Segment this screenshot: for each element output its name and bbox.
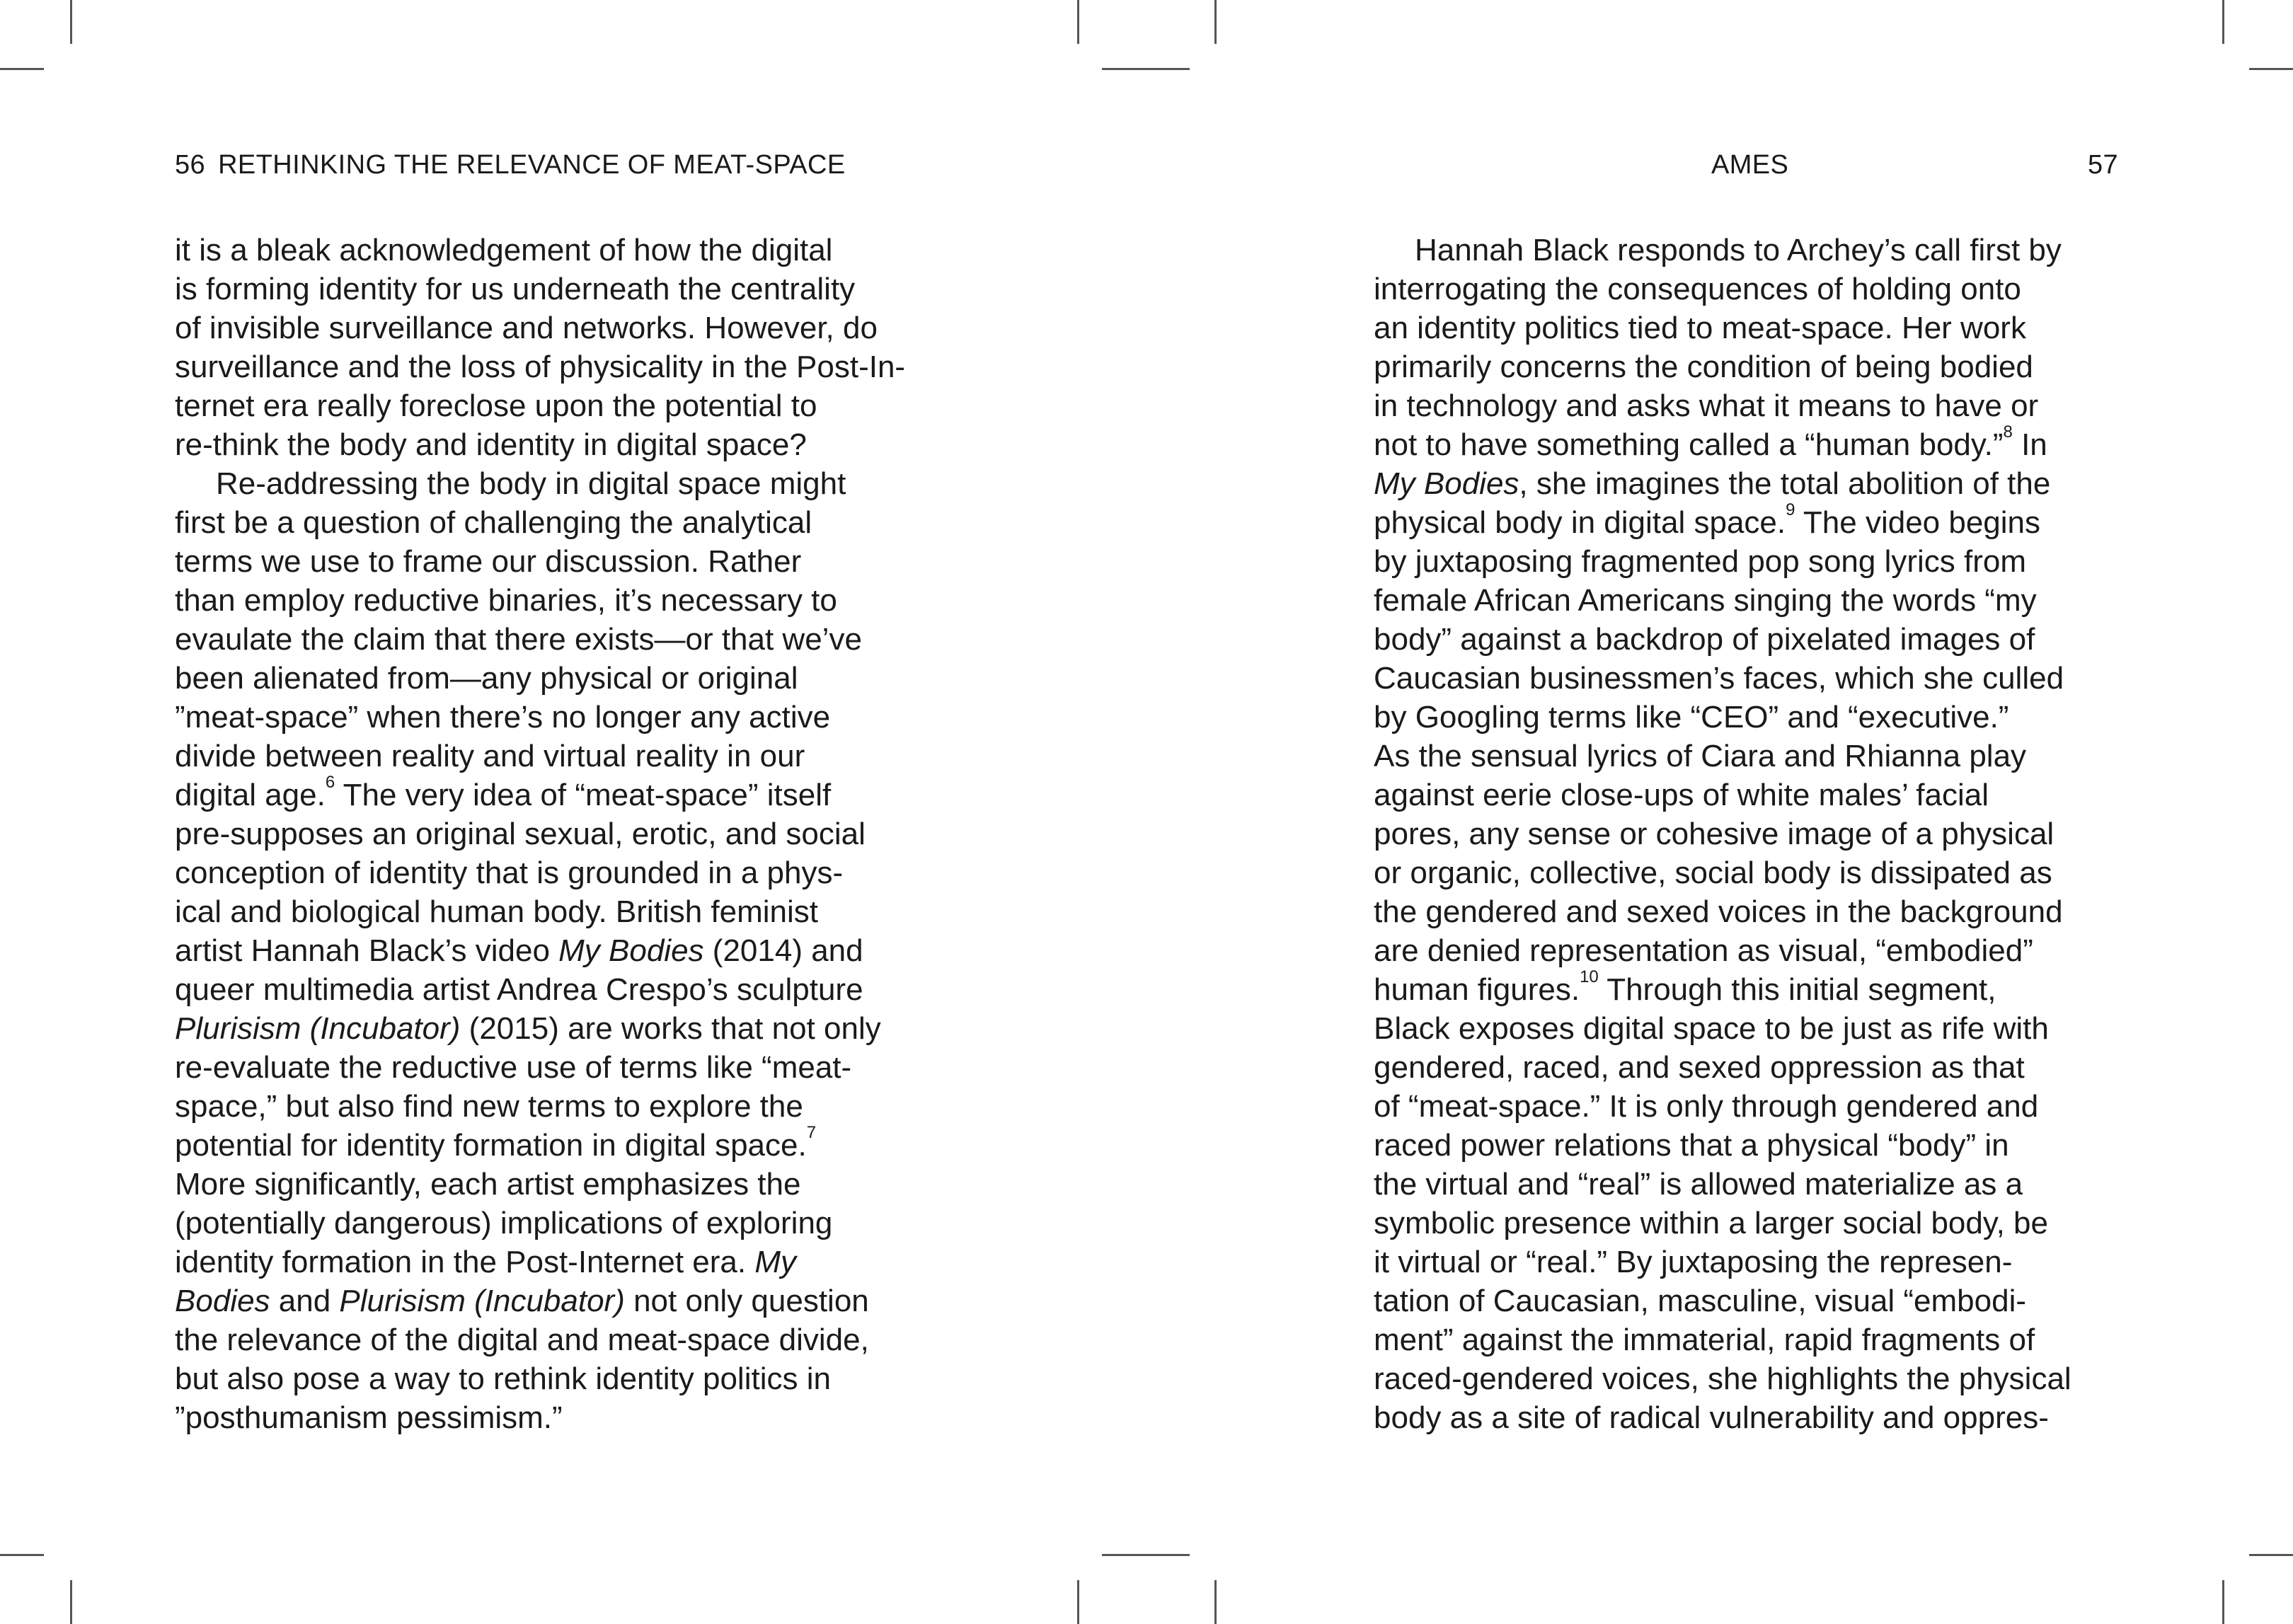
text-run: human figures. [1374,972,1580,1007]
text-line [1374,1048,2110,1087]
crop-mark [1102,1554,1190,1556]
text-line [175,386,932,425]
text-run: primarily concerns the condition of being bodied [1374,350,2033,384]
text-run: , she imagines the total abolition of the [1519,466,2051,501]
text-line [175,1320,932,1359]
left-running-head-title: RETHINKING THE RELEVANCE OF MEAT-SPACE [218,150,846,180]
text-line [175,1087,932,1126]
text-line [175,270,932,309]
text-line [175,542,932,581]
text-line [175,737,932,776]
text-line [1374,1087,2110,1126]
text-line [1374,737,2110,776]
right-running-head: AMES [1711,150,1789,180]
text-line [1374,347,2110,386]
text-run: ternet era really foreclose upon the potential to [175,388,817,423]
text-run: potential for identity formation in digital space. [175,1128,807,1163]
text-line [1374,1398,2110,1437]
text-run: Hannah Black responds to Archey’s call first by [1415,233,2062,267]
right-page-number: 57 [2088,150,2119,180]
text-line [175,1204,932,1243]
text-line [1374,776,2110,814]
text-run: More significantly, each artist emphasizes the [175,1167,801,1202]
text-line [1374,620,2110,659]
text-run: symbolic presence within a larger social body, be [1374,1206,2048,1240]
text-line [1374,1359,2110,1398]
text-run: terms we use to frame our discussion. Rather [175,544,802,579]
text-run: the relevance of the digital and meat-space divide, [175,1323,869,1357]
left-page-number: 56 [175,150,206,180]
left-running-head [175,147,846,183]
crop-mark [1214,0,1217,44]
text-line [175,1359,932,1398]
text-run: the virtual and “real” is allowed materialize as a [1374,1167,2023,1202]
text-run: in technology and asks what it means to have or [1374,388,2039,423]
text-run: pre-supposes an original sexual, erotic, and social [175,817,866,851]
text-run: space,” but also find new terms to explore the [175,1089,803,1124]
italic-title: Bodies [175,1284,270,1318]
crop-mark [2249,1554,2293,1556]
text-run: an identity politics tied to meat-space. Her work [1374,311,2026,345]
text-run: is forming identity for us underneath the centrality [175,272,856,306]
crop-mark [70,1580,72,1624]
text-run: (2014) and [703,933,863,968]
text-run: female African Americans singing the words “my [1374,583,2037,618]
text-line [1374,1320,2110,1359]
text-run: body as a site of radical vulnerability and oppres- [1374,1400,2049,1435]
text-run: pores, any sense or cohesive image of a physical [1374,817,2054,851]
text-line [175,970,932,1009]
footnote-ref: 8 [2003,422,2013,442]
text-run: physical body in digital space. [1374,505,1786,540]
text-run: evaulate the claim that there exists—or that we’ve [175,622,862,657]
text-line [1374,1165,2110,1204]
text-line [1374,1009,2110,1048]
text-run: digital age. [175,778,326,812]
text-line [175,503,932,542]
text-run: body” against a backdrop of pixelated images of [1374,622,2035,657]
text-line [175,931,932,970]
crop-mark [1214,1580,1217,1624]
text-line [1374,853,2110,892]
text-run: (potentially dangerous) implications of exploring [175,1206,833,1240]
footnote-ref: 7 [806,1123,817,1142]
italic-title: Plurisism (Incubator) [339,1284,625,1318]
text-run: than employ reductive binaries, it’s necessary to [175,583,837,618]
crop-mark [1077,1580,1079,1624]
text-run: of invisible surveillance and networks. However, do [175,311,878,345]
text-run: but also pose a way to rethink identity politics in [175,1361,831,1396]
text-run: are denied representation as visual, “embodied” [1374,933,2033,968]
text-line [1374,1282,2110,1320]
text-line [175,1282,932,1320]
text-run: (2015) are works that not only [460,1011,881,1046]
right-body-text [1374,231,2110,1437]
crop-mark [1077,0,1079,44]
footnote-ref: 10 [1580,967,1599,986]
italic-title: Plurisism (Incubator) [175,1011,461,1046]
text-run: Black exposes digital space to be just as rife with [1374,1011,2049,1046]
text-line [175,853,932,892]
text-run: not only question [624,1284,869,1318]
text-line [175,1398,932,1437]
text-line [175,892,932,931]
text-line [1374,698,2110,737]
text-line [175,773,932,814]
text-run: it is a bleak acknowledgement of how the digital [175,233,833,267]
text-run: ical and biological human body. British feminist [175,894,818,929]
text-run: re-evaluate the reductive use of terms like “meat- [175,1050,852,1085]
text-run: ”posthumanism pessimism.” [175,1400,563,1435]
text-run: or organic, collective, social body is dissipated as [1374,856,2052,890]
text-run: The very idea of “meat-space” itself [335,778,832,812]
text-line [1374,1204,2110,1243]
text-run: it virtual or “real.” By juxtaposing the represen- [1374,1245,2013,1279]
italic-title: My Bodies [558,933,704,968]
text-line [175,698,932,737]
text-line [175,1165,932,1204]
text-line [175,425,932,464]
text-run: ment” against the immaterial, rapid fragments of [1374,1323,2035,1357]
text-line [1374,386,2110,425]
text-run: Caucasian businessmen’s faces, which she culled [1374,661,2064,696]
italic-title: My Bodies [1374,466,1519,501]
text-run: first be a question of challenging the analytical [175,505,812,540]
text-run: by Googling terms like “CEO” and “executive.” [1374,700,2009,735]
italic-title: My [754,1245,796,1279]
text-run: raced-gendered voices, she highlights the physical [1374,1361,2071,1396]
text-run: conception of identity that is grounded in a phys- [175,856,844,890]
text-run: surveillance and the loss of physicality in the Post-In- [175,350,906,384]
footnote-ref: 9 [1786,500,1795,519]
text-line [175,581,932,620]
text-line [175,464,932,503]
text-run: the gendered and sexed voices in the background [1374,894,2063,929]
text-line [1374,542,2110,581]
crop-mark [2222,1580,2224,1624]
text-run: Re-addressing the body in digital space might [216,466,846,501]
crop-mark [2222,0,2224,44]
text-run: against eerie close-ups of white males’ facial [1374,778,1989,812]
text-run: In [2012,427,2047,462]
text-line [1374,931,2110,970]
text-run: not to have something called a “human body.” [1374,427,2004,462]
text-line [1374,814,2110,853]
text-line [175,347,932,386]
crop-mark [1102,68,1190,70]
footnote-ref: 6 [325,773,335,792]
text-line [1374,231,2110,270]
text-line [1374,270,2110,309]
text-run: identity formation in the Post-Internet era. [175,1245,755,1279]
text-run: interrogating the consequences of holding onto [1374,272,2021,306]
text-run: gendered, raced, and sexed oppression as that [1374,1050,2025,1085]
text-run: re-think the body and identity in digital space? [175,427,807,462]
text-run: ”meat-space” when there’s no longer any active [175,700,831,735]
text-run: been alienated from—any physical or original [175,661,798,696]
text-line [175,620,932,659]
crop-mark [0,68,44,70]
text-run: The video begins [1795,505,2041,540]
text-line [1374,892,2110,931]
text-run: queer multimedia artist Andrea Crespo’s sculpture [175,972,863,1007]
text-line [1374,1243,2110,1282]
text-run: of “meat-space.” It is only through gendered and [1374,1089,2039,1124]
text-run: tation of Caucasian, masculine, visual “embodi- [1374,1284,2027,1318]
text-line [1374,309,2110,347]
text-line [175,1123,932,1165]
text-line [1374,581,2110,620]
text-run: Through this initial segment, [1598,972,1996,1007]
text-run: and [270,1284,340,1318]
text-line [1374,500,2110,542]
text-run: divide between reality and virtual reality in our [175,739,805,773]
text-run: by juxtaposing fragmented pop song lyrics from [1374,544,2027,579]
text-run: raced power relations that a physical “body” in [1374,1128,2009,1163]
text-line [175,1048,932,1087]
text-line [1374,967,2110,1009]
text-line [175,659,932,698]
crop-mark [2249,68,2293,70]
text-line [1374,659,2110,698]
text-line [1374,464,2110,503]
text-line [175,309,932,347]
text-line [1374,422,2110,464]
text-line [175,231,932,270]
crop-mark [0,1554,44,1556]
text-line [175,1243,932,1282]
left-body-text [175,231,932,1437]
text-run: artist Hannah Black’s video [175,933,559,968]
text-line [1374,1126,2110,1165]
text-run: As the sensual lyrics of Ciara and Rhianna play [1374,739,2027,773]
text-line [175,1009,932,1048]
text-line [175,814,932,853]
crop-mark [70,0,72,44]
